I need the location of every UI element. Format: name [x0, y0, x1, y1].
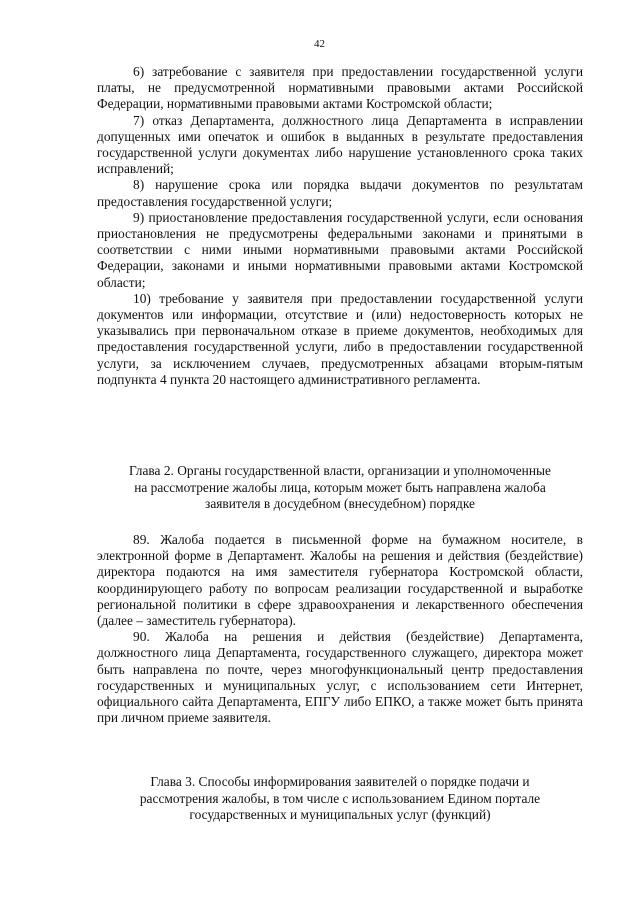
chapter-2-heading	[97, 463, 583, 513]
heading-line: Глава 3. Способы информирования заявителей о порядке подачи и	[150, 774, 530, 789]
page-number: 42	[314, 38, 325, 50]
list-section-middle	[97, 532, 583, 726]
list-item: 10) требование у заявителя при предоставлении государственной услуги документов или информации, отсутствие и (или) недостоверность которых не указывались при первоначальном отказе в приеме документов, необходимых для предоставления государственной услуги, либо в предоставлении государственной услуги, за исключением случаев, предусмотренных абзацами вторым-пятым подпункта 4 пункта 20 настоящего административного регламента.	[97, 290, 583, 387]
list-item: 7) отказ Департамента, должностного лица Департамента в исправлении допущенных ими опечаток и ошибок в выданных в результате предоставления государственной услуги документах либо нарушение установленного срока таких исправлений;	[97, 112, 583, 177]
list-item: 6) затребование с заявителя при предоставлении государственной услуги платы, не предусмотренной нормативными правовыми актами Российской Федерации, нормативными правовыми актами Костромской области;	[97, 64, 583, 112]
heading-line: заявителя в досудебном (внесудебном) порядке	[205, 496, 475, 512]
paragraph-89: 89. Жалоба подается в письменной форме на бумажном носителе, в электронной форме в Департамент. Жалобы на решения и действия (бездействие) директора подаются на имя заместителя губернатора Костромской области, координирующего работу по вопросам реализации государственной и выработке региональной политики в сфере здравоохранения и лекарственного обеспечения (далее – заместитель губернатора).	[97, 532, 583, 629]
list-item: 9) приостановление предоставления государственной услуги, если основания приостановления не предусмотрены федеральными законами и принятыми в соответствии с ними иными нормативными правовыми актами Российской Федерации, законами и иными нормативными правовыми актами Костромской области;	[97, 209, 583, 290]
paragraph-90: 90. Жалоба на решения и действия (бездействие) Департамента, должностного лица Департамента, государственного служащего, директора может быть направлена по почте, через многофункциональный центр предоставления государственных и муниципальных услуг, с использованием сети Интернет, официального сайта Департамента, ЕПГУ либо ЕПКО, а также может быть принята при личном приеме заявителя.	[97, 629, 583, 726]
heading-line: Глава 2. Органы государственной власти, организации и уполномоченные	[129, 463, 551, 478]
chapter-3-heading	[97, 774, 583, 824]
list-section-top	[97, 64, 583, 388]
heading-line: государственных и муниципальных услуг (функций)	[189, 807, 491, 823]
heading-line: рассмотрения жалобы, в том числе с использованием Едином портале	[139, 790, 541, 806]
list-item: 8) нарушение срока или порядка выдачи документов по результатам предоставления государственной услуги;	[97, 177, 583, 209]
heading-line: на рассмотрение жалобы лица, которым может быть направлена жалоба	[134, 479, 546, 495]
